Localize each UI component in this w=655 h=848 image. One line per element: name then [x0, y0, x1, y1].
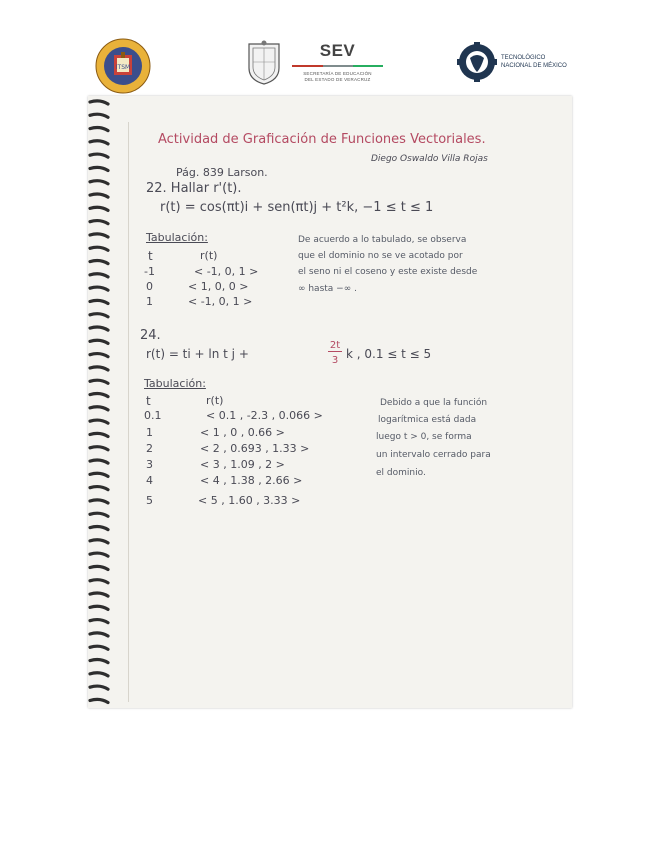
- problem24-tab-label: Tabulación:: [144, 377, 206, 390]
- veracruz-coat-of-arms-icon: [243, 40, 285, 86]
- problem24-row-t: 5: [146, 494, 153, 507]
- problem22-row-r: < -1, 0, 1 >: [194, 265, 259, 278]
- problem24-row-t: 4: [146, 474, 153, 487]
- notebook-page: [88, 96, 572, 708]
- problem22-note-line: que el dominio no se ve acotado por: [298, 251, 463, 261]
- problem24-equation-b: k , 0.1 ≤ t ≤ 5: [346, 347, 432, 361]
- problem24-col-r: r(t): [206, 394, 224, 407]
- sev-title: SEV: [319, 41, 356, 60]
- problem22-col-r: r(t): [200, 249, 218, 262]
- problem24-equation-a: r(t) = ti + ln t j +: [146, 347, 249, 361]
- tecnm-wordmark: [501, 54, 567, 70]
- problem24-row-r: < 2 , 0.693 , 1.33 >: [200, 442, 310, 455]
- problem24-note-line: un intervalo cerrado para: [376, 450, 491, 460]
- page-title: Actividad de Graficación de Funciones Vectoriales.: [158, 132, 486, 147]
- problem24-frac-num: 2t: [329, 340, 341, 351]
- problem24-row-r: < 4 , 1.38 , 2.66 >: [200, 474, 303, 487]
- institute-seal-icon: [95, 38, 151, 94]
- author-name: Diego Oswaldo Villa Rojas: [371, 154, 488, 164]
- problem22-note-line: De acuerdo a lo tabulado, se observa: [298, 235, 467, 245]
- problem22-heading: 22. Hallar r'(t).: [146, 181, 242, 196]
- problem24-heading: 24.: [140, 328, 161, 343]
- problem24-note-line: Debido a que la función: [380, 398, 488, 408]
- problem24-frac-den: 3: [331, 355, 339, 366]
- problem24-note-line: el dominio.: [376, 468, 426, 478]
- problem24-col-t: t: [146, 394, 151, 408]
- problem22-note-line: el seno ni el coseno y este existe desde: [298, 267, 478, 277]
- tecnm-gear-icon: [457, 42, 497, 82]
- problem22-equation: r(t) = cos(πt)i + sen(πt)j + t²k, −1 ≤ t ≤ 1: [160, 200, 434, 215]
- problem22-row-r: < 1, 0, 0 >: [188, 280, 249, 293]
- problem22-row-t: 1: [146, 295, 153, 308]
- problem24-row-r: < 1 , 0 , 0.66 >: [200, 426, 285, 439]
- problem22-tab-label: Tabulación:: [146, 231, 208, 244]
- problem24-row-r: < 3 , 1.09 , 2 >: [200, 458, 285, 471]
- problem22-col-t: t: [148, 249, 153, 263]
- problem22-row-r: < -1, 0, 1 >: [188, 295, 253, 308]
- problem22-row-t: 0: [146, 280, 153, 293]
- spiral-binding-icon: [88, 96, 112, 708]
- sev-logo: [290, 41, 385, 87]
- problem24-row-t: 3: [146, 458, 153, 471]
- tecnm-line1: TECNOLÓGICO: [501, 55, 546, 61]
- problem24-row-r: < 5 , 1.60 , 3.33 >: [198, 494, 301, 507]
- problem24-row-t: 0.1: [144, 409, 162, 422]
- problem24-note-line: logarítmica está dada: [378, 415, 477, 425]
- sev-subtitle-line1: SECRETARÍA DE EDUCACIÓN: [303, 71, 372, 76]
- sev-color-bar: [292, 65, 383, 67]
- problem22-note-line: ∞ hasta −∞ .: [298, 284, 357, 294]
- problem24-row-t: 1: [146, 426, 153, 439]
- problem22-row-t: -1: [144, 265, 155, 278]
- problem24-row-t: 2: [146, 442, 153, 455]
- svg-text:ITSM: ITSM: [115, 64, 131, 71]
- margin-line: [128, 122, 129, 702]
- sev-subtitle-line2: DEL ESTADO DE VERACRUZ: [304, 77, 371, 82]
- problem24-row-r: < 0.1 , -2.3 , 0.066 >: [206, 409, 323, 422]
- tecnm-line2: NACIONAL DE MÉXICO: [501, 63, 567, 69]
- document-header: [0, 0, 655, 100]
- reference-text: Pág. 839 Larson.: [176, 166, 268, 179]
- problem24-note-line: luego t > 0, se forma: [376, 432, 472, 442]
